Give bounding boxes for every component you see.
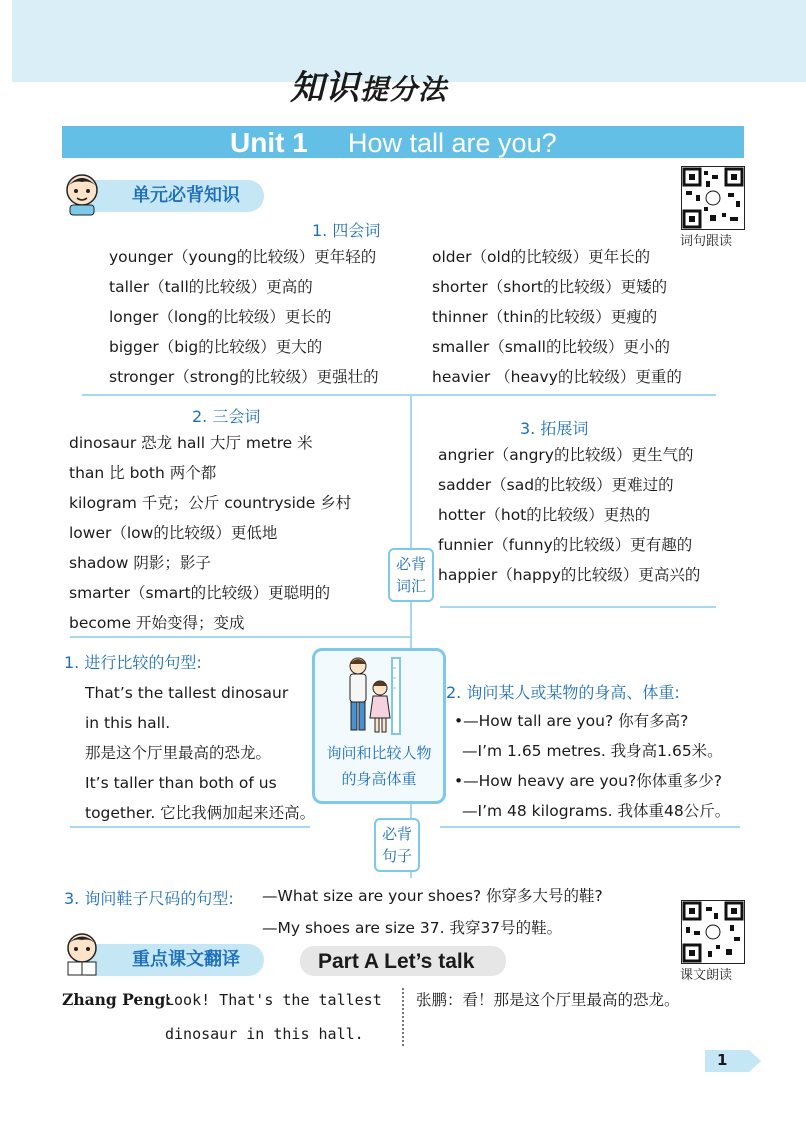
vocab-item: smaller（small的比较级）更小的 <box>432 338 670 356</box>
vocab-item: become 开始变得；变成 <box>69 614 245 632</box>
children-measuring-icon <box>340 654 410 738</box>
dialogue-english-line: Look! That's the tallest <box>165 991 382 1009</box>
center-topic-line: 的身高体重 <box>341 770 417 788</box>
sentence-line: —My shoes are size 37. 我穿37号的鞋。 <box>262 919 563 937</box>
sentence-group3-title: 3. 询问鞋子尺码的句型: <box>64 889 234 908</box>
sentence-line: —What size are your shoes? 你穿多大号的鞋? <box>262 887 603 905</box>
sentence-line: —I’m 1.65 metres. 我身高1.65米。 <box>462 742 723 760</box>
vocab-item: smarter（smart的比较级）更聪明的 <box>69 584 331 602</box>
tag-line: 必背 <box>381 825 412 843</box>
center-topic-label <box>312 740 446 792</box>
vocab-item: thinner（thin的比较级）更瘦的 <box>432 308 658 326</box>
vocab-item: longer（long的比较级）更长的 <box>109 308 332 326</box>
tag-line: 词汇 <box>395 577 426 595</box>
sentence-group2-list <box>454 706 730 826</box>
page-title <box>290 60 447 109</box>
sentence-line: That’s the tallest dinosaur <box>85 684 289 702</box>
sentence-group1-title: 1. 进行比较的句型: <box>64 653 202 672</box>
section-header-label: 单元必背知识 <box>132 185 240 206</box>
vocab-group1-title: 1. 四会词 <box>312 221 381 240</box>
sentence-line: •—How heavy are you?你体重多少? <box>454 772 722 790</box>
vocab-item: bigger（big的比较级）更大的 <box>109 338 323 356</box>
vocab-item: taller（tall的比较级）更高的 <box>109 278 313 296</box>
sentence-group1-list <box>85 678 315 828</box>
sentence-group2-title: 2. 询问某人或某物的身高、体重: <box>446 683 680 702</box>
vocab-group3-list <box>438 440 700 590</box>
sentence-line: •—How tall are you? 你有多高? <box>454 712 689 730</box>
sentence-line: It’s taller than both of us <box>85 774 277 792</box>
dialogue-speaker: Zhang Peng: <box>62 990 172 1009</box>
tag-line: 必背 <box>395 555 426 573</box>
vocab-item: older（old的比较级）更年长的 <box>432 248 651 266</box>
unit-question: How tall are you? <box>348 128 557 158</box>
boy-reading-mascot-icon <box>62 932 102 976</box>
sentence-line: 那是这个厅里最高的恐龙。 <box>85 744 272 762</box>
section-header-knowledge <box>84 180 264 212</box>
vocab-item: hotter（hot的比较级）更热的 <box>438 506 651 524</box>
vocab-item: than 比 both 两个都 <box>69 464 217 482</box>
vocab-item: shadow 阴影；影子 <box>69 554 211 572</box>
sentence-line: —I’m 48 kilograms. 我体重48公斤。 <box>462 802 731 820</box>
mindmap-line <box>410 394 412 652</box>
vocab-item: younger（young的比较级）更年轻的 <box>109 248 377 266</box>
vocab-group1-right <box>432 242 682 392</box>
page-number-badge <box>705 1048 761 1074</box>
qr-code-icon[interactable] <box>681 900 745 964</box>
vocab-item: angrier（angry的比较级）更生气的 <box>438 446 694 464</box>
mindmap-line <box>440 606 716 608</box>
boy-mascot-icon <box>62 172 102 216</box>
qr-label-text-read: 课文朗读 <box>680 968 733 983</box>
dialogue-divider <box>402 988 404 1046</box>
vocab-item: dinosaur 恐龙 hall 大厅 metre 米 <box>69 434 313 452</box>
dialogue-english-line: dinosaur in this hall. <box>165 1025 364 1043</box>
page-number: 1 <box>717 1051 728 1069</box>
dialogue-chinese-line: 张鹏：看！那是这个厅里最高的恐龙。 <box>416 991 680 1009</box>
vocab-item: kilogram 千克；公斤 countryside 乡村 <box>69 494 352 512</box>
vocab-item: shorter（short的比较级）更矮的 <box>432 278 668 296</box>
center-topic-line: 询问和比较人物 <box>326 744 432 762</box>
vocab-item: lower（low的比较级）更低地 <box>69 524 278 542</box>
mindmap-line <box>440 826 740 828</box>
vocab-group1-left <box>109 242 379 392</box>
qr-label-follow-read: 词句跟读 <box>680 234 733 249</box>
vocab-item: sadder（sad的比较级）更难过的 <box>438 476 674 494</box>
sentence-line: in this hall. <box>85 714 171 732</box>
section-header-translation <box>84 944 264 976</box>
qr-code-icon[interactable] <box>681 166 745 230</box>
mindmap-line <box>82 394 716 396</box>
vocab-group3-title: 3. 拓展词 <box>520 419 589 438</box>
vocab-item: heavier （heavy的比较级）更重的 <box>432 368 682 386</box>
vocab-item: stronger（strong的比较级）更强壮的 <box>109 368 379 386</box>
page-title-sub: 提分法 <box>360 73 448 106</box>
section-header-label: 重点课文翻译 <box>132 949 240 970</box>
vocab-item: funnier（funny的比较级）更有趣的 <box>438 536 693 554</box>
page-title-main: 知识 <box>290 68 360 108</box>
tag-must-memorize-sentences <box>374 818 420 872</box>
sentence-line: together. 它比我俩加起来还高。 <box>85 804 316 822</box>
vocab-group2-title: 2. 三会词 <box>192 407 261 426</box>
unit-number: Unit 1 <box>230 127 308 158</box>
vocab-item: happier（happy的比较级）更高兴的 <box>438 566 701 584</box>
tag-must-memorize-vocab <box>388 548 434 602</box>
tag-line: 句子 <box>381 847 412 865</box>
vocab-group2-list <box>69 428 351 638</box>
part-label: Part A Let’s talk <box>318 950 475 973</box>
